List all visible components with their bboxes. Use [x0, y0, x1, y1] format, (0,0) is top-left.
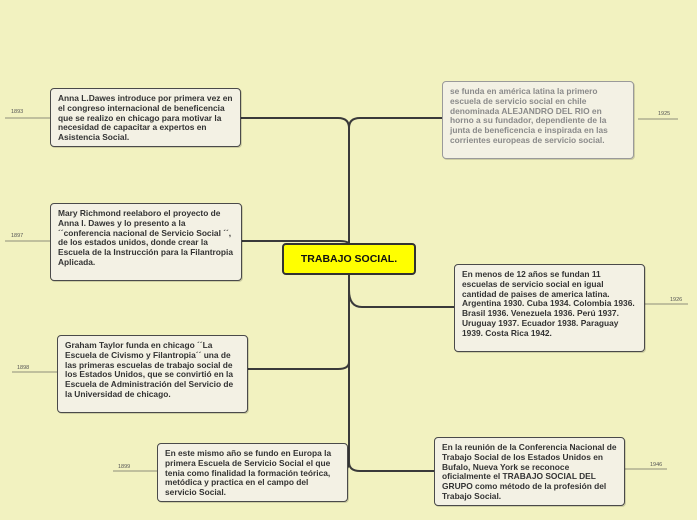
central-title: TRABAJO SOCIAL.	[300, 253, 398, 265]
year-label-1898: 1898	[17, 365, 30, 371]
topic-1925[interactable]	[442, 81, 634, 159]
topic-text: En menos de 12 años se fundan 11 escuelas de servicio social en igual cantidad de paises de america latina. Argentina 1930. Cuba 1934. Colombia 1936. Brasil 1936. Venezuela 1936. Perú 1937. Uruguay 1937. Ecuador 1938. Paraguay 1939. Costa Rica 1942.	[462, 269, 635, 338]
branch-7	[349, 462, 434, 471]
year-label-1893: 1893	[11, 109, 24, 115]
topic-1898[interactable]	[57, 335, 248, 413]
topic-text: En la reunión de la Conferencia Nacional de Trabajo Social de los Estados Unidos en Bufalo, Nueva York se reconoce oficialmente el TRABAJO SOCIAL DEL GRUPO como método de la profesión del Trabajo Social.	[442, 442, 617, 502]
branch-5	[349, 118, 442, 128]
topic-1893[interactable]	[50, 88, 241, 147]
branch-1	[241, 118, 349, 128]
year-label-1946: 1946	[650, 462, 663, 468]
topic-text: Mary Richmond reelaboro el proyecto de Anna I. Dawes y lo presento a la ´´conferencia nacional de Servicio Social ´´, de los estados unidos, donde crear la Escuela de la Instrucción para la Filantropia Aplicada.	[58, 208, 233, 268]
topic-text: Graham Taylor funda en chicago ´´La Escuela de Civismo y Filantropia´´ una de las primeras escuelas de trabajo social de los Estados Unidos, que se convirtió en la Escuela de Administración del Servicio de la Universidad de chicago.	[65, 340, 234, 400]
branch-6	[349, 290, 454, 307]
topic-text: Anna L.Dawes introduce por primera vez en el congreso internacional de beneficencia que se realizo en chicago para motivar la necesidad de capacitar a expertos en Asistencia Social.	[58, 93, 233, 143]
year-label-1926: 1926	[670, 297, 683, 303]
year-label-1899: 1899	[118, 464, 131, 470]
topic-1926[interactable]	[454, 264, 645, 352]
topic-1899[interactable]	[157, 443, 348, 502]
topic-1897[interactable]	[50, 203, 242, 281]
year-label-1925: 1925	[658, 111, 671, 117]
topic-1946[interactable]	[434, 437, 625, 506]
topic-text: se funda en américa latina la primero escuela de servicio social en chile denominada ALEJANDRO DEL RIO en horno a su fundador, dependiente de la junta de beneficencia e inspirada en las corrientes europeas de servicio social.	[450, 86, 608, 146]
topic-text: En este mismo año se fundo en Europa la primera Escuela de Servicio Social el que tenia como finalidad la formación teórica, metódica y practica en el campo del servicio Social.	[165, 448, 332, 498]
central-topic[interactable]	[282, 243, 416, 275]
year-label-1897: 1897	[11, 233, 24, 239]
branch-3	[248, 362, 349, 369]
